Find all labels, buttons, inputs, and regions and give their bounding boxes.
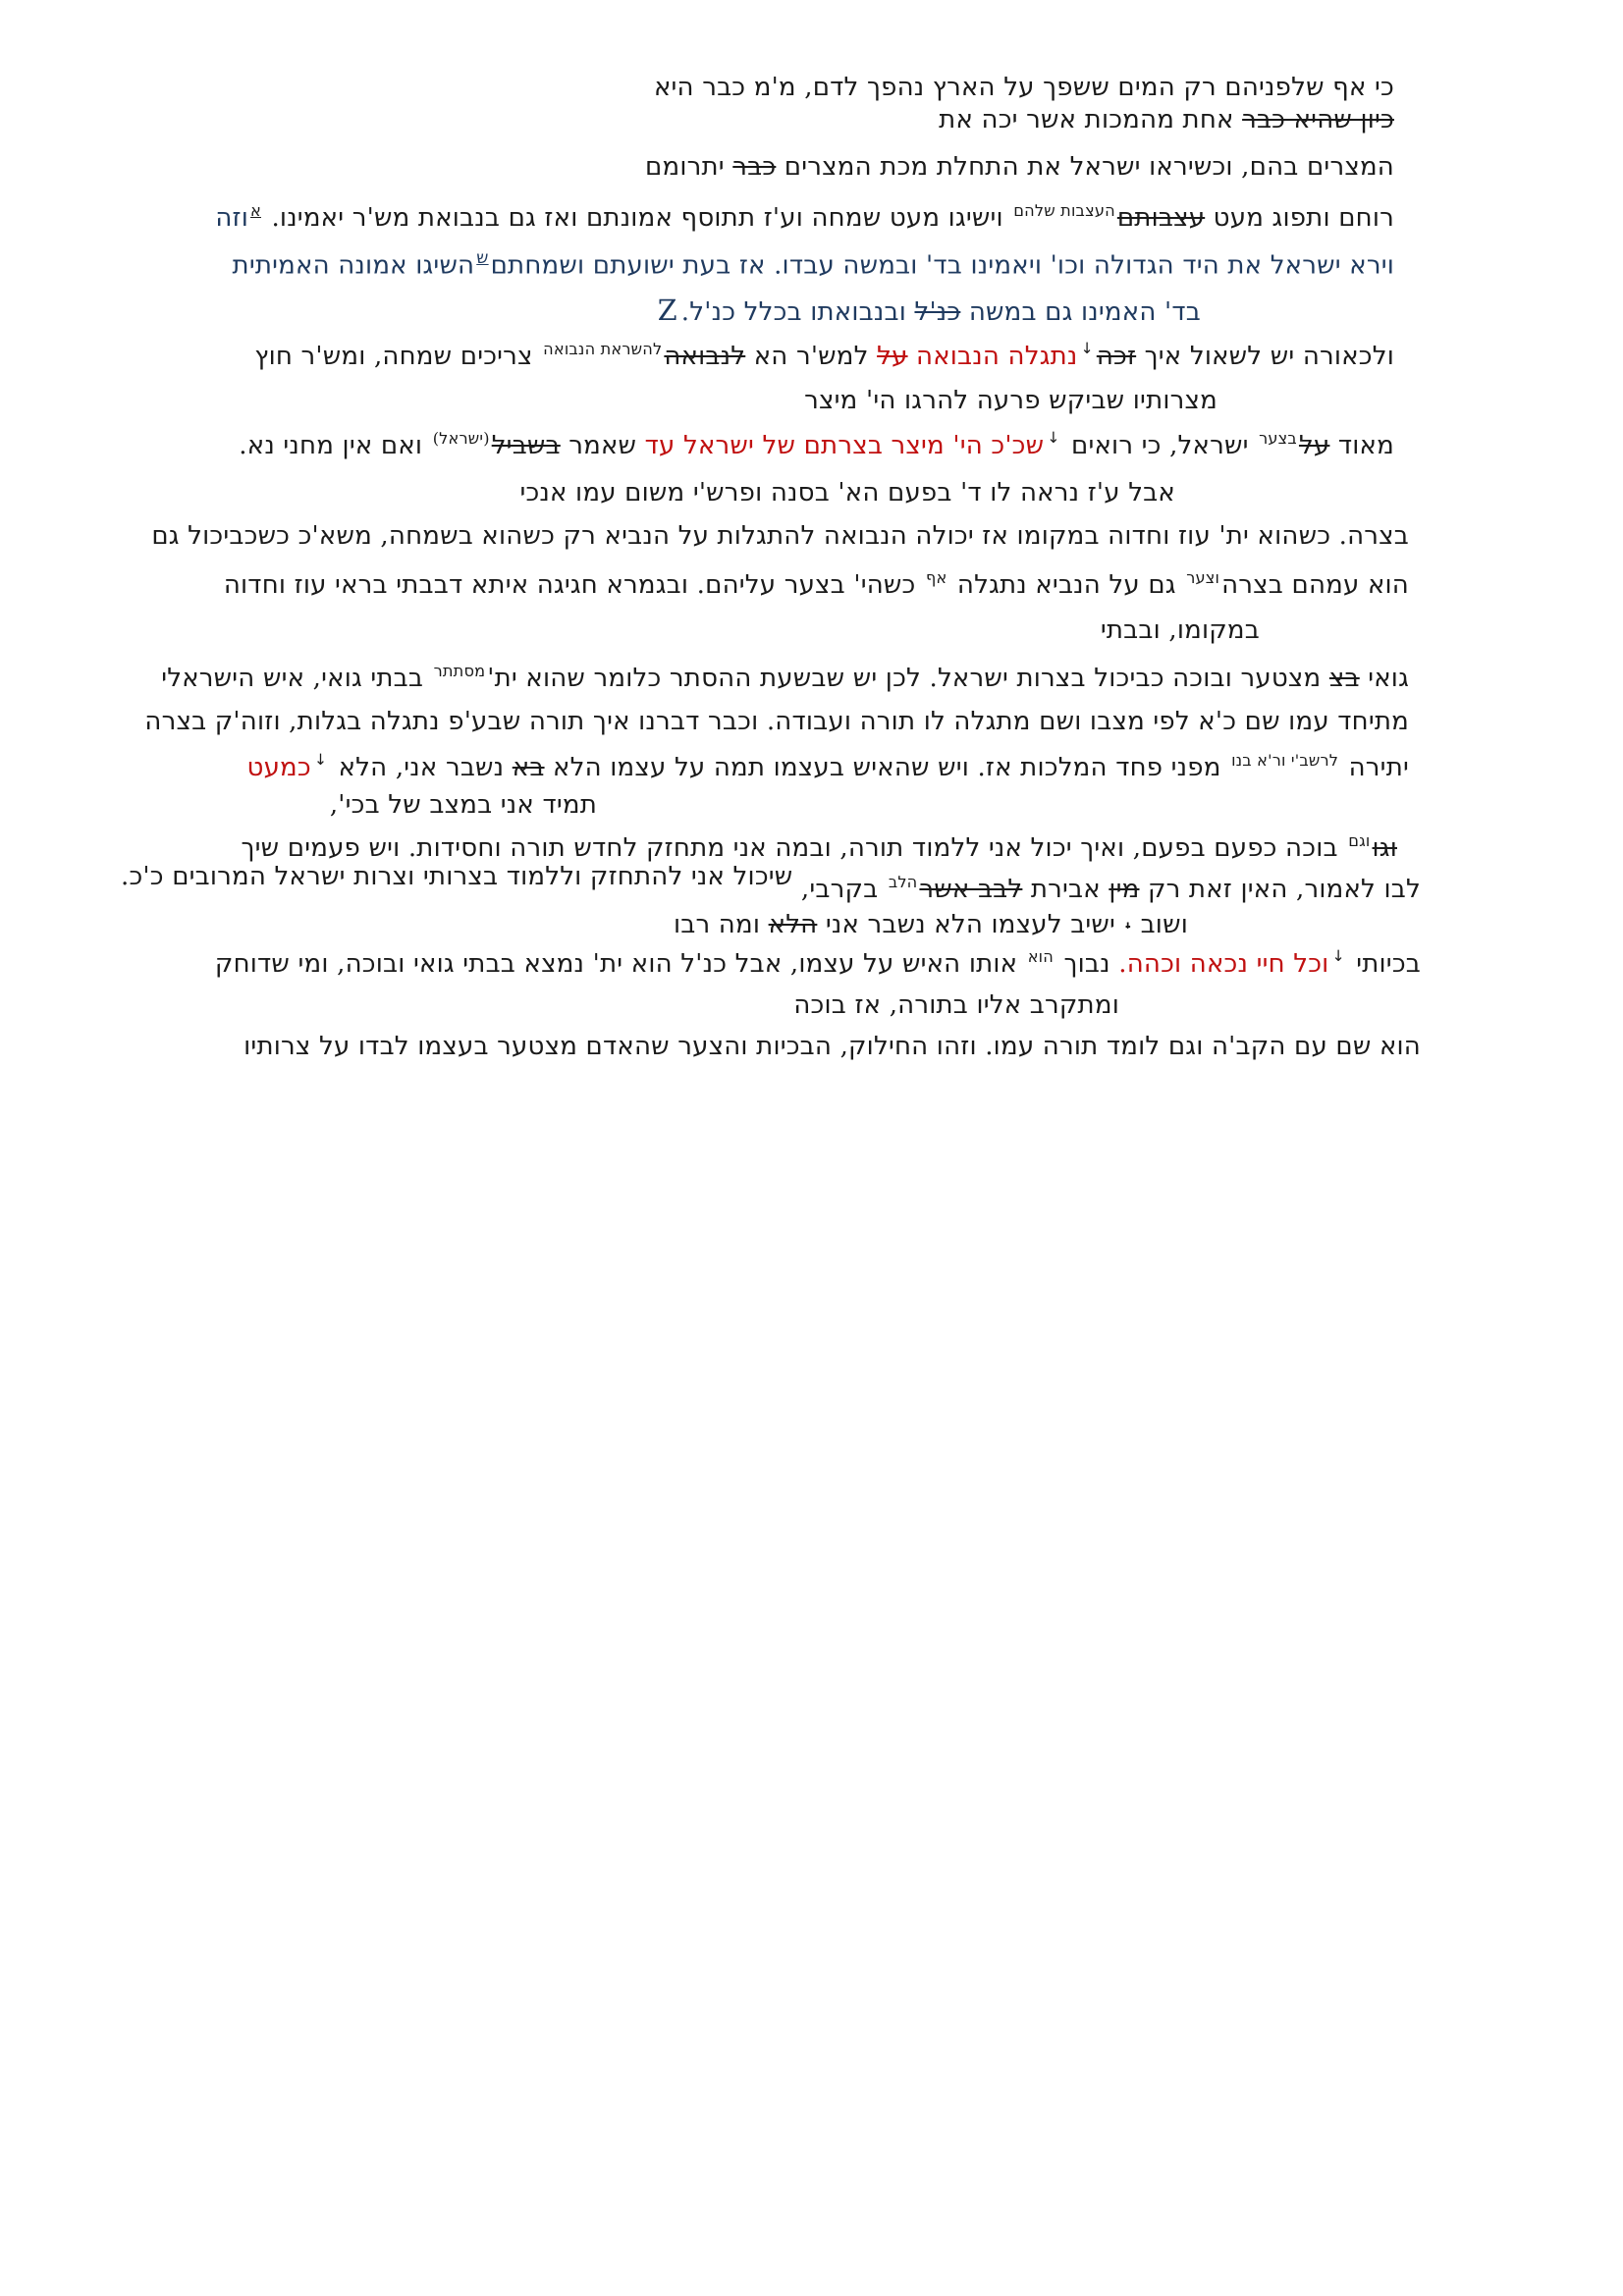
- manuscript-line: [254, 341, 1394, 372]
- manuscript-line: [1101, 616, 1260, 646]
- superscript-insertion: לרשב'י ור'א בנו: [1231, 751, 1339, 770]
- manuscript-line: [939, 106, 1394, 135]
- manuscript-line: [233, 249, 1394, 282]
- text-run: כי אף שלפניהם רק המים ששפך על הארץ נהפך לדם, מ'מ כבר היא: [653, 73, 1394, 102]
- text-run: גם על הנביא נתגלה: [948, 569, 1185, 600]
- manuscript-line: [804, 387, 1217, 416]
- insertion-arrow-icon: ↓: [1047, 429, 1060, 448]
- deleted-text: לנבואה: [664, 341, 746, 371]
- deleted-text: בצ: [1328, 663, 1360, 693]
- blue-text-run: בד' האמינו גם במשה: [960, 297, 1201, 327]
- superscript-insertion: להשראת הנבואה: [543, 340, 663, 358]
- red-insertion: שכ'כ הי' מיצר בצרתם של ישראל עד: [644, 430, 1045, 460]
- manuscript-line: [654, 74, 1394, 103]
- text-run: במקומו, ובבתי: [1100, 615, 1260, 645]
- text-run: כשהי' בצער עליהם. ובגמרא חגיגה איתא דבבתי בראי עוז וחדוה: [223, 569, 924, 600]
- superscript-insertion: וגם: [1348, 831, 1371, 850]
- text-run: בכיותי: [1347, 948, 1421, 979]
- manuscript-line: [161, 663, 1409, 694]
- text-run: יתירה: [1340, 752, 1409, 782]
- manuscript-line: [243, 1033, 1421, 1062]
- text-run: אבירת: [1022, 874, 1109, 904]
- deleted-blue-text: כנ'ל: [914, 297, 961, 327]
- manuscript-line: [224, 569, 1409, 601]
- text-run: מתיחד עמו שם כ'א לפי מצבו ושם מתגלה לו תורה ועבודה. וכבר דברנו איך תורה שבע'פ נתגלה בגלות, וזוה'ק בצרה: [144, 707, 1409, 736]
- manuscript-line: [144, 708, 1409, 737]
- superscript-insertion: העצבות שלהם: [1013, 201, 1115, 220]
- text-run: בבתי גואי, איש הישראלי: [161, 663, 432, 693]
- superscript-insertion: מסתתר: [433, 662, 486, 680]
- deleted-red-text: על: [877, 341, 908, 371]
- manuscript-line: [215, 948, 1421, 980]
- text-run: אחת מהמכות אשר יכה את: [939, 105, 1243, 134]
- z-annotation-mark: Z: [657, 294, 677, 327]
- text-run: ישיב לעצמו הלא נשבר אני: [817, 910, 1124, 939]
- text-run: גואי: [1359, 663, 1409, 693]
- manuscript-line: [674, 911, 1188, 940]
- manuscript-line: [121, 861, 1421, 905]
- superscript-insertion: הלב: [888, 873, 918, 891]
- manuscript-line: [239, 430, 1394, 461]
- superscript-insertion: אף: [925, 568, 947, 587]
- manuscript-line: [658, 294, 1201, 328]
- text-run: לבו לאמור, האין זאת רק: [1139, 874, 1421, 904]
- manuscript-line: [241, 832, 1397, 864]
- deleted-text: כיון שהיא כבר: [1242, 105, 1394, 134]
- text-run: ושוב: [1132, 910, 1188, 939]
- text-run: שאמר: [560, 430, 645, 460]
- red-insertion: וכל חיי נכאה וכהה.: [1118, 948, 1329, 979]
- deleted-text: עצבותם: [1116, 202, 1206, 233]
- footnote-mark: א: [250, 201, 261, 220]
- text-run: נבוך: [1055, 948, 1119, 979]
- deleted-text: כבר: [732, 152, 777, 182]
- text-run: צריכים שמחה, ומש'ר חוץ: [254, 341, 542, 371]
- text-run: וישיגו מעט שמחה וע'ז תתוסף אמונתם ואז גם בנבואת מש'ר יאמינו.: [262, 202, 1012, 233]
- text-run: ישראל, כי רואים: [1062, 430, 1258, 460]
- manuscript-line: [793, 991, 1119, 1021]
- text-run: אותו האיש על עצמו, אבל כנ'ל הוא ית' נמצא בבתי גואי ובוכה, ומי שדוחק: [214, 948, 1026, 979]
- text-run: בקרבי,: [800, 874, 887, 904]
- blue-text-run: וזה: [215, 202, 249, 233]
- manuscript-line: [247, 752, 1409, 783]
- text-run: בצרה. כשהוא ית' עוז וחדוה במקומו אז יכולה הנבואה להתגלות על הנביא רק כשהוא בשמחה, משא'כ כשכביכול גם: [151, 521, 1409, 551]
- deleted-text: לבב אשר: [919, 874, 1023, 904]
- text-run: מצטער ובוכה כביכול בצרות ישראל. לכן יש שבשעת ההסתר כלומר שהוא ית': [487, 663, 1329, 693]
- deleted-text: וגו: [1372, 832, 1397, 863]
- superscript-insertion: בצער: [1259, 429, 1297, 448]
- deleted-text: על: [1298, 430, 1330, 460]
- red-insertion: נתגלה הנבואה: [907, 341, 1078, 371]
- superscript-insertion: הוא: [1027, 947, 1055, 966]
- deleted-text-small: י: [1125, 915, 1131, 937]
- text-run: הוא עמהם בצרה: [1221, 569, 1409, 600]
- text-run: ומתקרב אליו בתורה, אז בוכה: [793, 990, 1119, 1020]
- text-run: בוכה כפעם בפעם, ואיך יכול אני ללמוד תורה, ובמה אני מתחזק לחדש תורה וחסידות. ויש פעמים שיך: [241, 832, 1347, 863]
- text-run: המצרים בהם, וכשיראו ישראל את התחלת מכת המצרים: [776, 152, 1394, 182]
- text-run: ולכאורה יש לשאול איך: [1136, 341, 1394, 371]
- manuscript-line: [645, 153, 1394, 183]
- insertion-arrow-icon: ↓: [313, 751, 328, 770]
- text-run: נשבר אני, הלא: [330, 752, 513, 782]
- manuscript-line: [519, 479, 1175, 508]
- text-run: ואם אין מחני נא.: [239, 430, 431, 460]
- superscript-insertion: (ישראל): [432, 429, 490, 448]
- blue-text-run: וירא ישראל את היד הגדולה וכו' ויאמינו בד' ובמשה עבדו. אז בעת ישועתם ושמחתם: [490, 250, 1394, 281]
- insertion-arrow-icon: ↓: [1331, 947, 1345, 966]
- text-run: למש'ר הא: [745, 341, 878, 371]
- red-insertion: כמעט: [246, 752, 311, 782]
- deleted-text: הלא: [768, 910, 818, 939]
- manuscript-line: [151, 522, 1409, 552]
- deleted-text: בא: [512, 752, 545, 782]
- blue-text-run: ובנבואתו בכלל כנ'ל.: [680, 297, 915, 327]
- blue-note-mark: ש: [476, 248, 489, 268]
- text-run: הוא שם עם הקב'ה וגם לומד תורה עמו. וזהו החילוק, הבכיות והצער שהאדם מצטער בעצמו לבדו על צרותיו: [243, 1032, 1421, 1061]
- manuscript-line: [330, 791, 597, 821]
- text-run: רוחם ותפוג מעט: [1205, 202, 1394, 233]
- deleted-text: מין: [1109, 874, 1140, 904]
- manuscript-line: [215, 202, 1394, 234]
- text-run: אבל ע'ז נראה לו ד' בפעם הא' בסנה ופרש'י משום עמו אנכי: [519, 478, 1175, 507]
- text-run: מצרותיו שביקש פרעה להרגו הי' מיצר: [804, 386, 1217, 415]
- text-run: ומה רבו: [673, 910, 769, 939]
- deleted-text: בשביל: [491, 430, 561, 460]
- text-run: מפני פחד המלכות אז. ויש שהאיש בעצמו תמה על עצמו הלא: [544, 752, 1230, 782]
- insertion-arrow-icon: ↓: [1080, 340, 1094, 358]
- blue-text-run: השיגו אמונה האמיתית: [232, 250, 475, 281]
- superscript-insertion: וצער: [1186, 568, 1220, 587]
- text-run: תמיד אני במצב של בכי',: [329, 790, 597, 820]
- text-run: מאוד: [1329, 430, 1394, 460]
- raised-text-run: שיכול אני להתחזק וללמוד בצרותי וצרות ישראל המרובים כ'כ.: [121, 861, 801, 891]
- deleted-text: זכה: [1096, 341, 1137, 371]
- text-run: יתרומם: [645, 152, 733, 182]
